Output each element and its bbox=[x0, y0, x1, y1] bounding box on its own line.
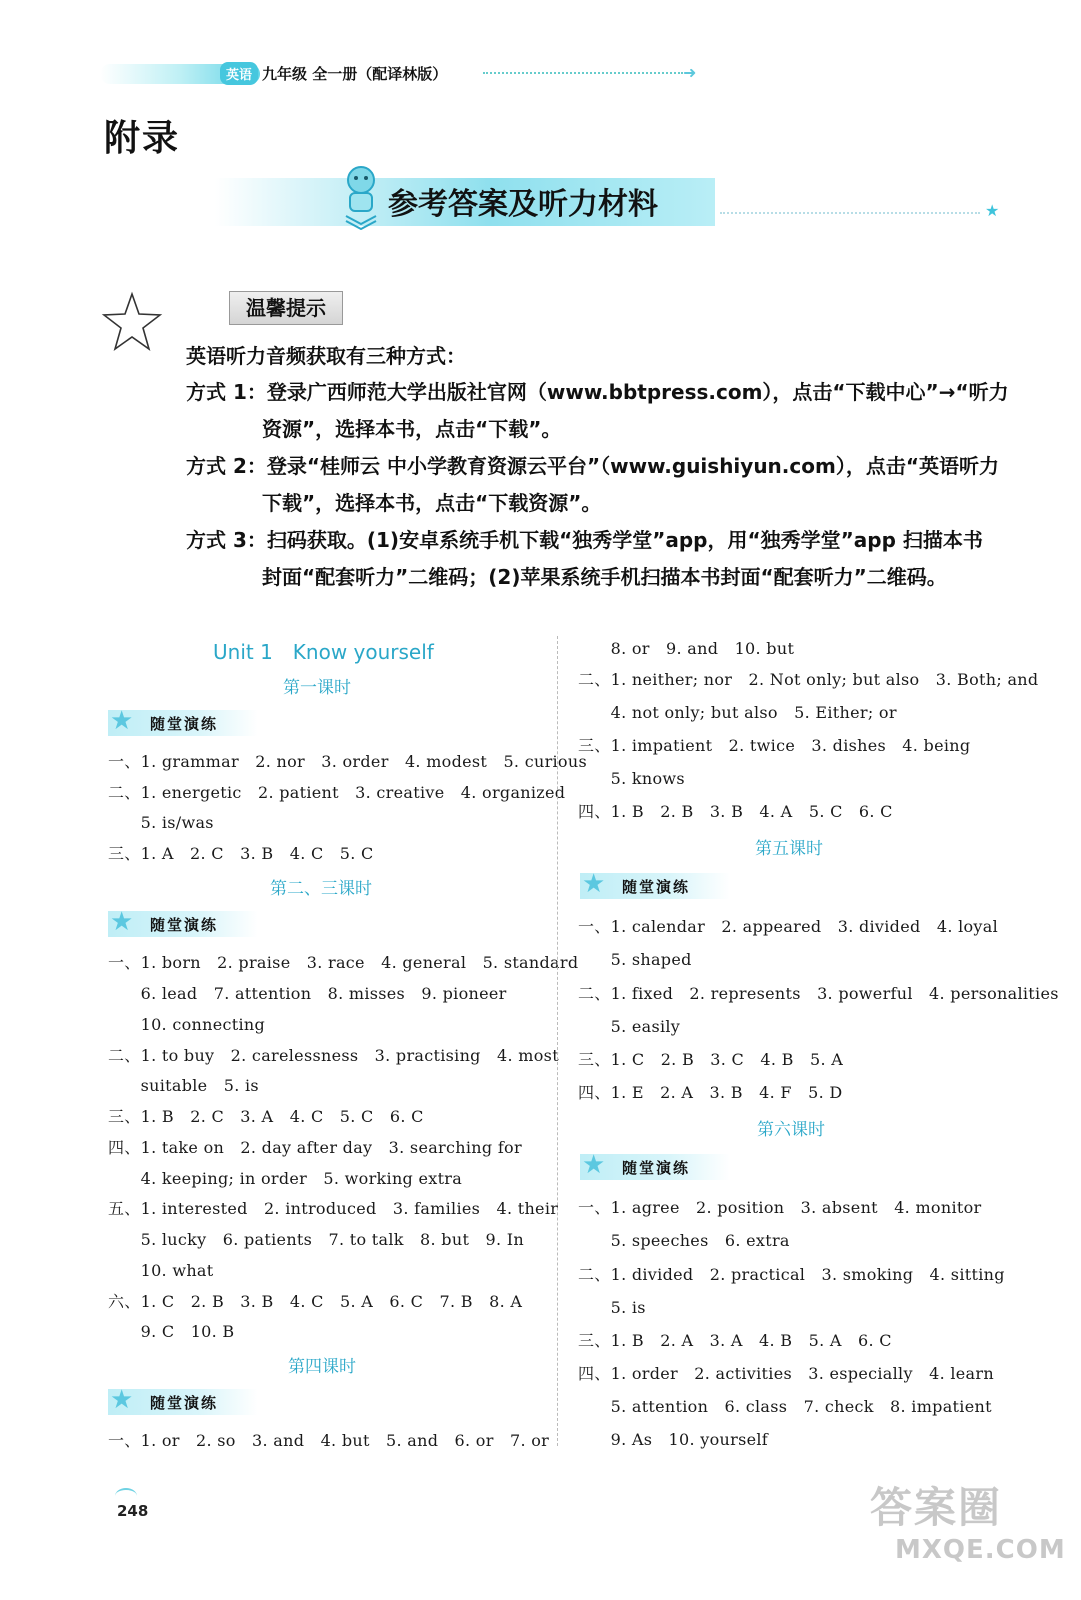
answer-line: 三、1. A 2. C 3. B 4. C 5. C bbox=[108, 844, 374, 863]
answer-line: 5. lucky 6. patients 7. to talk 8. but 9. In bbox=[108, 1230, 524, 1249]
lesson-heading: 第二、三课时 bbox=[270, 879, 372, 899]
star-icon: ★ bbox=[110, 1385, 134, 1415]
answer-line: 二、1. energetic 2. patient 3. creative 4. organized bbox=[108, 783, 566, 802]
lesson-heading: 第六课时 bbox=[757, 1120, 825, 1140]
answer-line: 5. is/was bbox=[108, 813, 214, 832]
watermark: 答案圈 bbox=[870, 1483, 1003, 1532]
answer-line: 8. or 9. and 10. but bbox=[578, 639, 795, 658]
watermark-url: MXQE.COM bbox=[895, 1535, 1066, 1565]
practice-label: 随堂演练 bbox=[150, 715, 219, 733]
answer-line: 9. C 10. B bbox=[108, 1322, 235, 1341]
answer-line: 5. knows bbox=[578, 769, 685, 788]
answer-line: 四、1. order 2. activities 3. especially 4. learn bbox=[578, 1364, 994, 1383]
answer-line: 二、1. neither; nor 2. Not only; but also 3. Both; and bbox=[578, 670, 1039, 689]
answer-line: 10. connecting bbox=[108, 1015, 266, 1034]
answer-line: 6. lead 7. attention 8. misses 9. pioneer bbox=[108, 984, 507, 1003]
practice-label: 随堂演练 bbox=[622, 1159, 691, 1177]
page-number: 248 bbox=[117, 1502, 149, 1520]
star-icon: ★ bbox=[582, 869, 606, 899]
banner-title: 参考答案及听力材料 bbox=[388, 187, 658, 222]
answer-line: 二、1. divided 2. practical 3. smoking 4. sitting bbox=[578, 1265, 1005, 1284]
header-book-info: 九年级 全一册（配译林版） bbox=[262, 65, 448, 83]
practice-label: 随堂演练 bbox=[622, 878, 691, 896]
answer-line: 5. shaped bbox=[578, 950, 692, 969]
answer-line: 一、1. grammar 2. nor 3. order 4. modest 5. curious bbox=[108, 752, 587, 771]
star-icon: ★ bbox=[582, 1150, 606, 1180]
answer-line: 二、1. fixed 2. represents 3. powerful 4. personalities bbox=[578, 984, 1059, 1003]
answer-line: 六、1. C 2. B 3. B 4. C 5. A 6. C 7. B 8. A bbox=[108, 1292, 523, 1311]
notice-label: 温馨提示 bbox=[229, 291, 343, 325]
practice-badge bbox=[108, 907, 258, 937]
notice-line: 方式 2：登录“桂师云 中小学教育资源云平台”（www.guishiyun.com），点击“英语听力 bbox=[186, 454, 999, 478]
answer-line: 三、1. C 2. B 3. C 4. B 5. A bbox=[578, 1050, 844, 1069]
lesson-heading: 第一课时 bbox=[283, 678, 351, 698]
notice-line: 英语听力音频获取有三种方式： bbox=[186, 344, 466, 368]
answer-line: 5. attention 6. class 7. check 8. impatient bbox=[578, 1397, 992, 1416]
lesson-heading: 第五课时 bbox=[755, 839, 823, 859]
notice-line: 封面“配套听力”二维码；(2)苹果系统手机扫描本书封面“配套听力”二维码。 bbox=[262, 565, 947, 589]
practice-badge bbox=[580, 869, 730, 899]
star-icon: ★ bbox=[110, 907, 134, 937]
answer-line: 一、1. or 2. so 3. and 4. but 5. and 6. or 7. or bbox=[108, 1431, 550, 1450]
answer-line: 5. is bbox=[578, 1298, 646, 1317]
notice-line: 下载”，选择本书，点击“下载资源”。 bbox=[262, 491, 602, 515]
answer-line: 四、1. E 2. A 3. B 4. F 5. D bbox=[578, 1083, 843, 1102]
outline-star-icon bbox=[100, 290, 164, 354]
star-icon: ★ bbox=[985, 201, 1000, 220]
practice-label: 随堂演练 bbox=[150, 1394, 219, 1412]
header-dotted-line bbox=[483, 72, 683, 74]
answer-line: 四、1. B 2. B 3. B 4. A 5. C 6. C bbox=[578, 802, 893, 821]
notice-line: 方式 1：登录广西师范大学出版社官网（www.bbtpress.com），点击“下载中心”→“听力 bbox=[186, 380, 1009, 404]
practice-badge bbox=[580, 1150, 730, 1180]
answer-line: 10. what bbox=[108, 1261, 214, 1280]
answer-line: 一、1. born 2. praise 3. race 4. general 5. standard bbox=[108, 953, 579, 972]
answer-line: 四、1. take on 2. day after day 3. searching for bbox=[108, 1138, 522, 1157]
answer-line: 9. As 10. yourself bbox=[578, 1430, 768, 1449]
mascot-icon bbox=[338, 160, 384, 230]
answer-line: 一、1. agree 2. position 3. absent 4. monitor bbox=[578, 1198, 982, 1217]
star-icon: ★ bbox=[110, 706, 134, 736]
answer-line: 5. easily bbox=[578, 1017, 681, 1036]
notice-line: 资源”，选择本书，点击“下载”。 bbox=[262, 417, 562, 441]
answer-line: suitable 5. is bbox=[108, 1076, 259, 1095]
banner-dotted-line bbox=[720, 212, 980, 214]
header-subject-tag: 英语 bbox=[220, 62, 258, 85]
answer-line: 二、1. to buy 2. carelessness 3. practising 4. most bbox=[108, 1046, 559, 1065]
answer-line: 三、1. B 2. C 3. A 4. C 5. C 6. C bbox=[108, 1107, 424, 1126]
practice-badge bbox=[108, 706, 258, 736]
answer-line: 4. keeping; in order 5. working extra bbox=[108, 1169, 463, 1188]
answer-line: 5. speeches 6. extra bbox=[578, 1231, 790, 1250]
unit-title: Unit 1 Know yourself bbox=[213, 640, 434, 664]
answer-line: 三、1. B 2. A 3. A 4. B 5. A 6. C bbox=[578, 1331, 892, 1350]
answer-line: 一、1. calendar 2. appeared 3. divided 4. loyal bbox=[578, 917, 999, 936]
lesson-heading: 第四课时 bbox=[288, 1357, 356, 1377]
column-divider bbox=[557, 636, 558, 1446]
practice-label: 随堂演练 bbox=[150, 916, 219, 934]
answer-line: 三、1. impatient 2. twice 3. dishes 4. being bbox=[578, 736, 971, 755]
notice-line: 方式 3：扫码获取。(1)安卓系统手机下载“独秀学堂”app，用“独秀学堂”app 扫描本书 bbox=[186, 528, 983, 552]
answer-line: 五、1. interested 2. introduced 3. families 4. their bbox=[108, 1199, 559, 1218]
appendix-title: 附录 bbox=[104, 118, 181, 159]
answer-line: 4. not only; but also 5. Either; or bbox=[578, 703, 897, 722]
practice-badge bbox=[108, 1385, 258, 1415]
header-arrow-icon: ➜ bbox=[683, 63, 697, 82]
